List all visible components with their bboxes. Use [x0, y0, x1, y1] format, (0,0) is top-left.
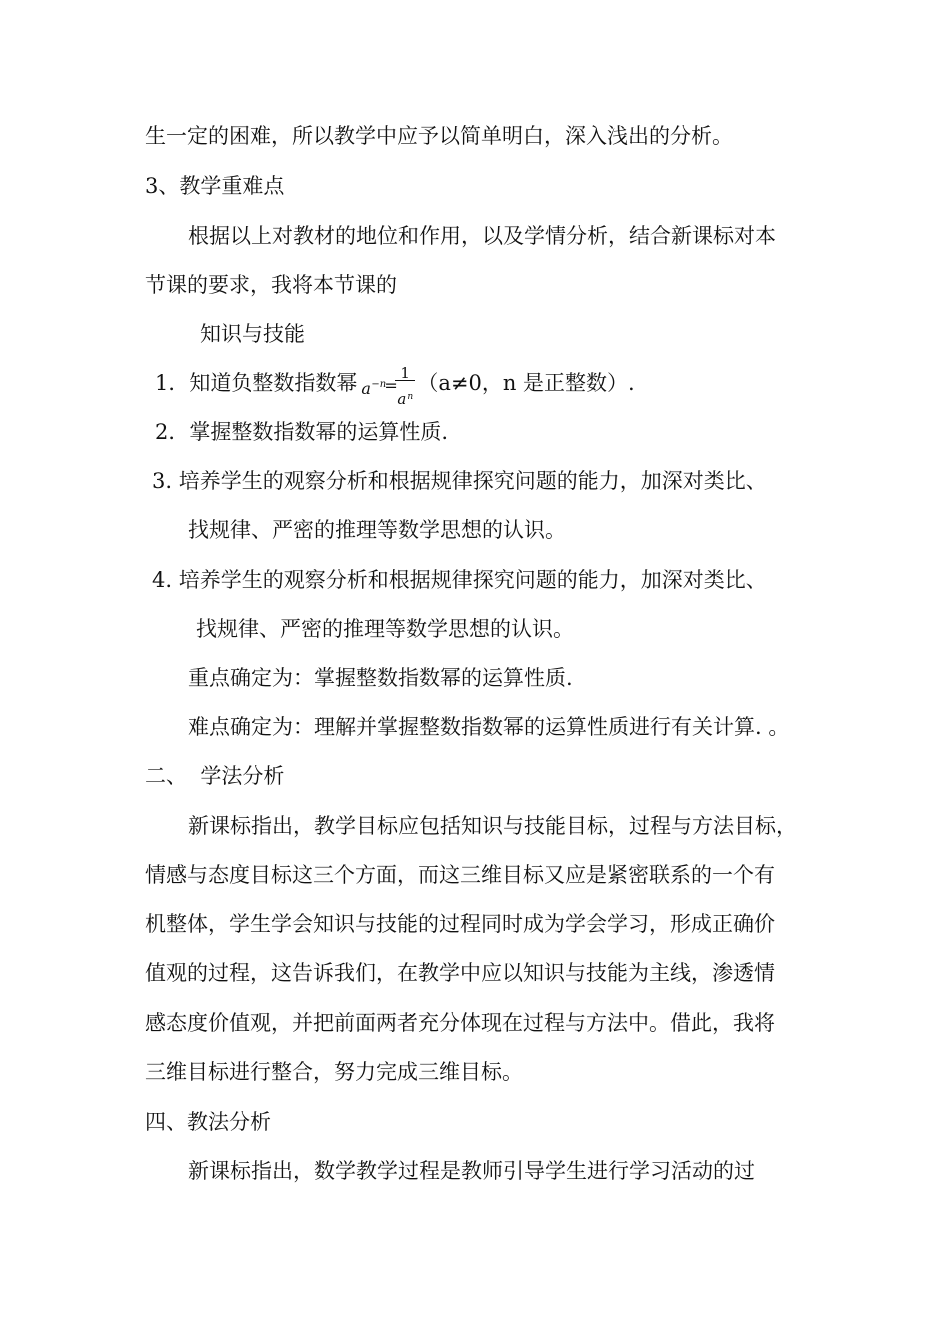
paragraph-line: 值观的过程，这告诉我们，在教学中应以知识与技能为主线，渗透情 — [145, 961, 775, 985]
paragraph-line: 新课标指出，数学教学过程是教师引导学生进行学习活动的过 — [188, 1159, 755, 1183]
list-item-4-continuation: 找规律、严密的推理等数学思想的认识。 — [196, 617, 574, 641]
list-item-1-condition: （a≠0，n 是正整数）. — [417, 371, 635, 395]
sub-heading: 知识与技能 — [200, 322, 305, 346]
formula-denominator-exponent: n — [407, 392, 414, 402]
section-heading: 3、教学重难点 — [145, 174, 285, 198]
fraction-bar — [395, 380, 415, 381]
list-item-2: 2．掌握整数指数幂的运算性质. — [155, 420, 449, 444]
negative-exponent-formula — [357, 364, 417, 408]
formula-base: a — [361, 379, 371, 398]
list-item-4: 4. 培养学生的观察分析和根据规律探究问题的能力，加深对类比、 — [152, 568, 767, 592]
paragraph-line: 三维目标进行整合，努力完成三维目标。 — [145, 1060, 523, 1084]
paragraph-line: 新课标指出，教学目标应包括知识与技能目标，过程与方法目标， — [188, 814, 797, 838]
paragraph-line: 情感与态度目标这三个方面，而这三维目标又应是紧密联系的一个有 — [145, 863, 775, 887]
list-item-3-continuation: 找规律、严密的推理等数学思想的认识。 — [188, 518, 566, 542]
section-heading: 二、 学法分析 — [145, 764, 285, 788]
formula-equals: = — [384, 376, 398, 395]
paragraph-line: 根据以上对教材的地位和作用，以及学情分析，结合新课标对本 — [188, 224, 776, 248]
section-heading: 四、教法分析 — [145, 1110, 271, 1134]
formula-denominator: a — [397, 390, 407, 408]
list-item-1 — [155, 364, 635, 408]
formula-numerator: 1 — [400, 364, 410, 382]
list-item-3: 3. 培养学生的观察分析和根据规律探究问题的能力，加深对类比、 — [152, 469, 767, 493]
list-item-1-text: 1．知道负整数指数幂 — [155, 371, 358, 395]
paragraph-line: 感态度价值观，并把前面两者充分体现在过程与方法中。借此，我将 — [145, 1011, 775, 1035]
formula-exponent: −n — [371, 379, 387, 390]
paragraph-line: 节课的要求，我将本节课的 — [145, 273, 397, 297]
difficult-point-line: 难点确定为：理解并掌握整数指数幂的运算性质进行有关计算. 。 — [188, 715, 790, 739]
paragraph-line: 机整体，学生学会知识与技能的过程同时成为学会学习，形成正确价 — [145, 912, 775, 936]
paragraph-line: 生一定的困难，所以教学中应予以简单明白，深入浅出的分析。 — [145, 124, 733, 148]
key-point-line: 重点确定为：掌握整数指数幂的运算性质. — [188, 666, 573, 690]
